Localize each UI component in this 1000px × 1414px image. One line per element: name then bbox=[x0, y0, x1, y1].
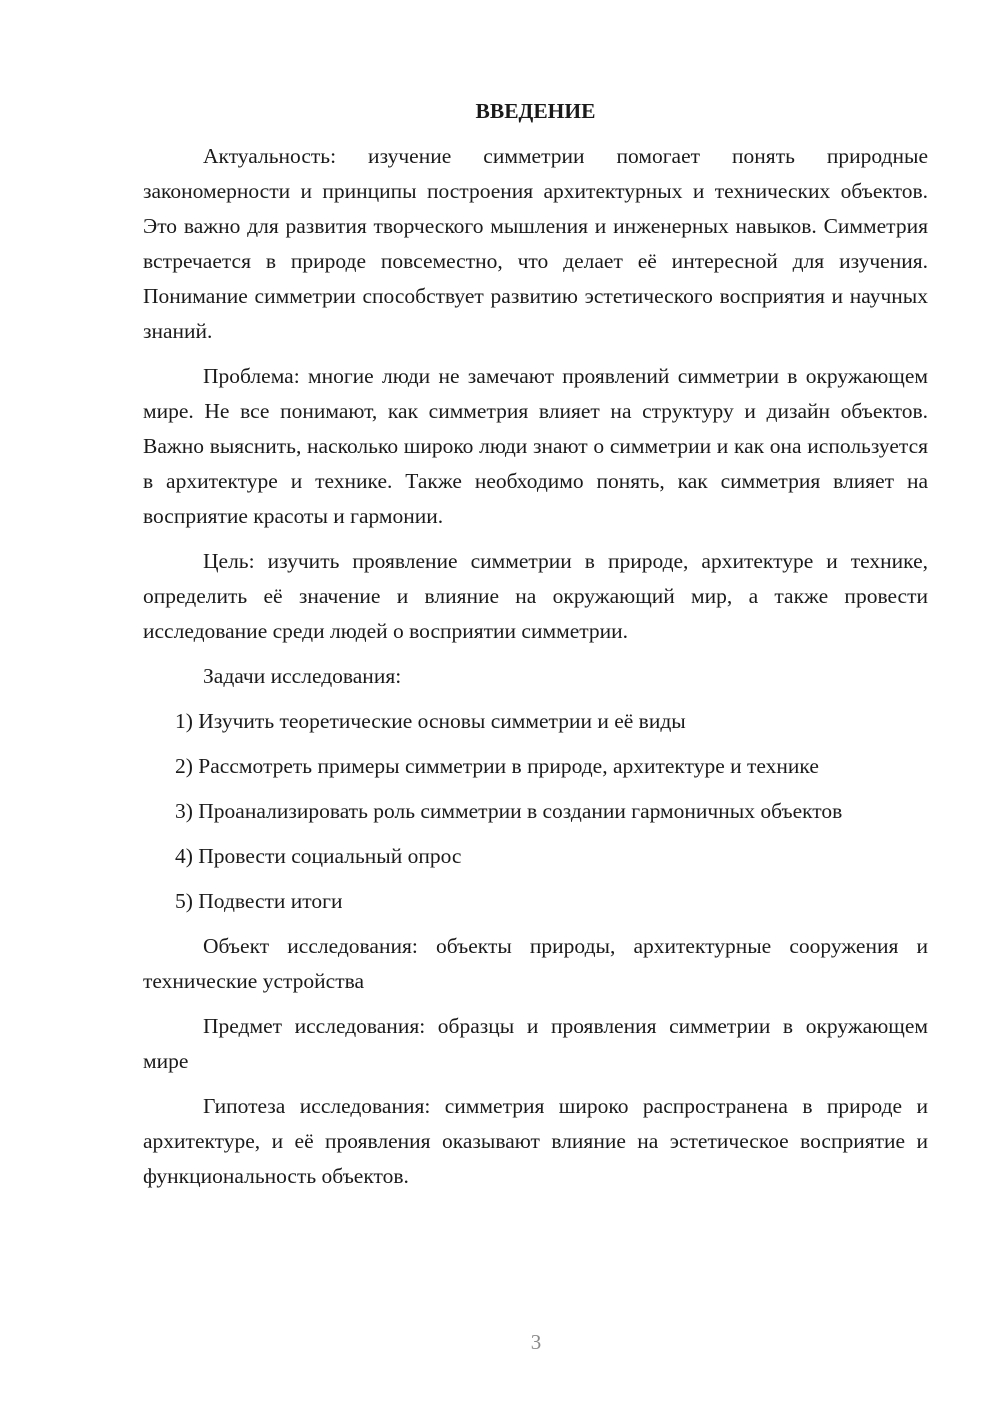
subject-paragraph: Предмет исследования: образцы и проявления симметрии в окружающем мире bbox=[143, 1014, 928, 1073]
task-item: 2) Рассмотреть примеры симметрии в природе, архитектуре и технике bbox=[175, 754, 819, 778]
hypothesis-paragraph: Гипотеза исследования: симметрия широко распространена в природе и архитектуре, и её проявления оказывают влияние на эстетическое восприятие и функциональность объектов. bbox=[143, 1094, 928, 1188]
task-item: 3) Проанализировать роль симметрии в создании гармоничных объектов bbox=[175, 799, 843, 823]
tasks-heading: Задачи исследования: bbox=[203, 664, 402, 688]
relevance-paragraph: Актуальность: изучение симметрии помогает понять природные закономерности и принципы построения архитектурных и технических объектов. Это важно для развития творческого мышления и инженерных навыков. Симметрия встречается в природе повсеместно, что делает её интересной для изучения. Понимание симметрии способствует развитию эстетического восприятия и научных знаний. bbox=[143, 144, 928, 343]
goal-paragraph: Цель: изучить проявление симметрии в природе, архитектуре и технике, определить её значение и влияние на окружающий мир, а также провести исследование среди людей о восприятии симметрии. bbox=[143, 549, 928, 643]
page-content bbox=[143, 94, 928, 1204]
task-item: 4) Провести социальный опрос bbox=[175, 844, 462, 868]
problem-paragraph: Проблема: многие люди не замечают проявлений симметрии в окружающем мире. Не все понимают, как симметрия влияет на структуру и дизайн объектов. Важно выяснить, насколько широко люди знают о симметрии и как она используется в архитектуре и технике. Также необходимо понять, как симметрия влияет на восприятие красоты и гармонии. bbox=[143, 364, 928, 528]
page-number: 3 bbox=[530, 1330, 542, 1354]
object-paragraph: Объект исследования: объекты природы, архитектурные сооружения и технические устройства bbox=[143, 934, 928, 993]
task-item: 5) Подвести итоги bbox=[175, 889, 343, 913]
section-title: ВВЕДЕНИЕ bbox=[475, 99, 596, 123]
task-item: 1) Изучить теоретические основы симметрии и её виды bbox=[175, 709, 686, 733]
